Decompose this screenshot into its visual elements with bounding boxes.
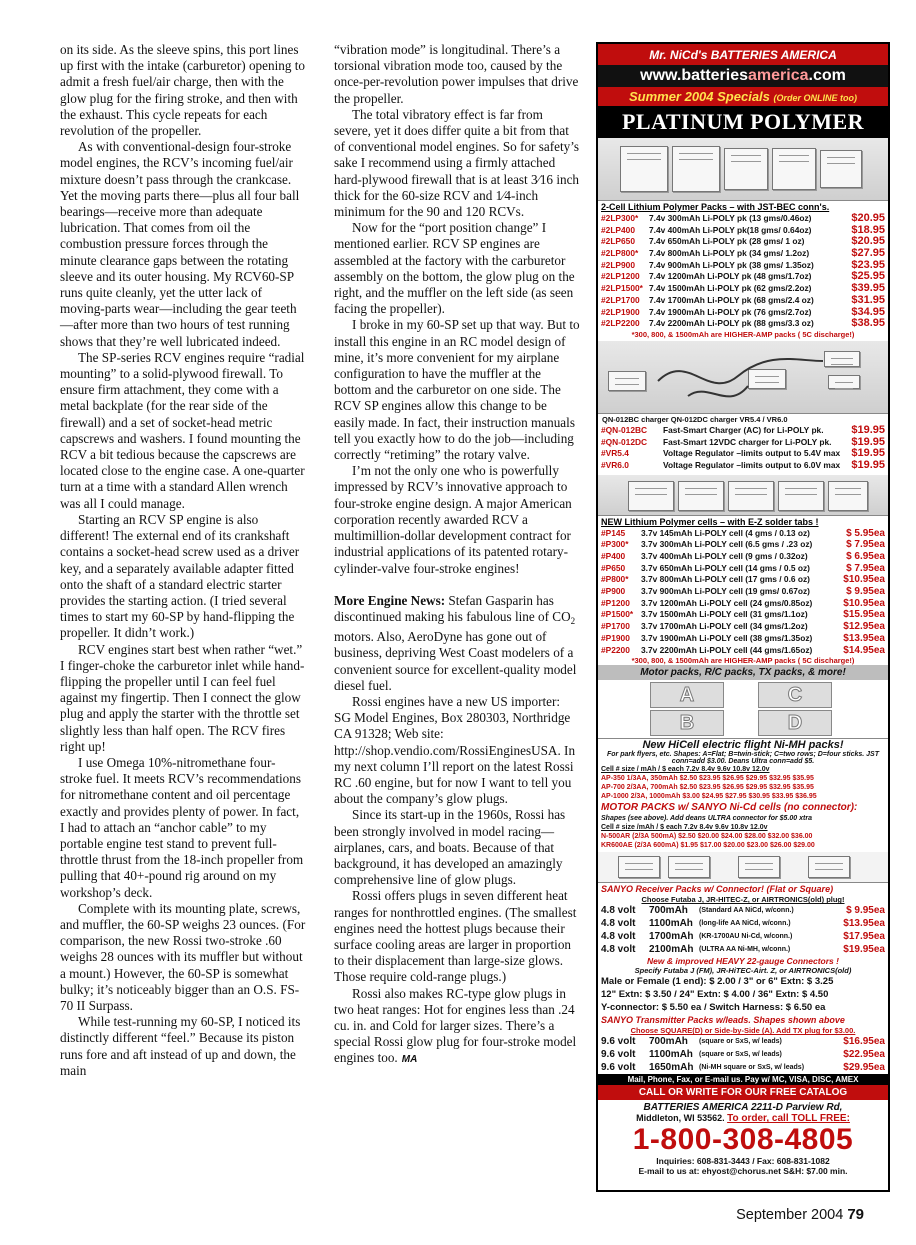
paragraph: As with conventional-design four-stroke model engines, the RCV’s incoming fuel/air mixture doesn’t pass through the crankcase. Yet the moving parts there—plus all four ball bearings—receive more than adequate lubrication. That comes from oil the combustion pressure forces through the minute clearance gaps between the rotating sleeve and its outer housing. My RCV60-SP runs quite cleanly, yet the utter lack of moving-parts wear—including the gear teeth—after more than two hours of test running shows that they’re well lubricated indeed. xyxy=(60,139,300,349)
paragraph: The SP-series RCV engines require “radial mounting” to a solid-plywood firewall. To ensure firm attachment, they come with a metal backplate (for the rear side of the firewall) and a set of socket-head metric capscrews and washers. I found mounting the RCV a bit tedious because the capscrews are located close to the engine case. A one-quarter turn at a time with a standard Allen wrench was all I could manage. xyxy=(60,349,305,511)
inquiries-line: Inquiries: 608-831-3443 / Fax: 608-831-1082 xyxy=(656,1156,830,1167)
section-heading: NEW Lithium Polymer cells – with E-Z solder tabs ! xyxy=(601,516,819,527)
price-row: #P1700 3.7v 1700mAh Li-POLY cell (34 gms/1.2oz) $12.95ea xyxy=(601,621,885,633)
price-row: #P1900 3.7v 1900mAh Li-POLY cell (38 gms/1.35oz) $13.95ea xyxy=(601,632,885,644)
address-line: Middleton, WI 53562. To order, call TOLL FREE: xyxy=(636,1113,850,1125)
receiver-subtitle: Choose Futaba J, JR-HITEC-Z, or AIRTRONICS(old) plug! xyxy=(641,895,845,905)
article-column-1 xyxy=(60,42,306,1079)
paragraph: The total vibratory effect is far from severe, yet it does differ quite a bit from that of conventional model engines. So for safety’s sake I recommend using a firmly attached hard-plywood firewall that is at least 3⁄16 inch thick for the 60-size RCV and 1⁄4-inch minimum for the 90 and 120 RCVs. xyxy=(334,106,580,220)
page-number: 79 xyxy=(847,1206,864,1223)
price-row: #P650 3.7v 650mAh Li-POLY cell (14 gms / 0.5 oz) $ 7.95ea xyxy=(601,562,885,574)
address-line: BATTERIES AMERICA 2211-D Parview Rd, xyxy=(643,1102,843,1114)
cell-price-list xyxy=(598,528,888,657)
price-row: #QN-012BC Fast-Smart Charger (AC) for Li-POLY pk. $19.95 xyxy=(601,424,885,436)
note: *300, 800, & 1500mAh are HIGHER-AMP packs ( 5C discharge!) xyxy=(631,656,855,666)
issue-date: September 2004 xyxy=(736,1207,844,1223)
price-row: #P400 3.7v 400mAh Li-POLY cell (9 gms / 0.32oz) $ 6.95ea xyxy=(601,551,885,562)
section-heading: 2-Cell Lithium Polymer Packs – with JST-BEC conn's. xyxy=(601,202,830,212)
price-row: #P145 3.7v 145mAh Li-POLY cell (4 gms / 0.13 oz) $ 5.95ea xyxy=(601,527,885,539)
cell-photo xyxy=(598,475,888,516)
receiver-heading: SANYO Receiver Packs w/ Connector! (Flat or Square) xyxy=(601,884,834,895)
paragraph: Complete with its mounting plate, screws, and muffler, the 60-SP weighs 23 ounces. (For comparison, the new Rossi two-stroke .60 weighs 28 ounces with its muffler but without a mount.) However, the 60-SP is somewhat bulky; it’s noticeably bigger than an O.S. FS-70 II Surpass. xyxy=(60,900,306,1013)
paragraph: on its side. As the sleeve spins, this port lines up first with the intake (carburetor) opening to admit a fresh fuel/air charge, then with the glow plug for the firing stroke, and then with the exhaust. This cycle repeats for each revolution of the propeller. xyxy=(60,42,305,139)
email-line[interactable]: E-mail to us at: ehyost@chorus.net S&H: $7.00 min. xyxy=(638,1166,848,1177)
phone-number[interactable]: 1-800-308-4805 xyxy=(632,1123,854,1157)
price-row: 4.8 volt 1700mAh (KR-1700AU Ni-Cd, w/conn.) $17.95ea xyxy=(601,931,885,943)
connector-subtitle: Specify Futaba J (FM), JR-HiTEC-Airt. Z, or AIRTRONICS(old) xyxy=(634,966,852,976)
fraction: 3⁄16 xyxy=(531,171,554,187)
receiver-price-list xyxy=(598,904,888,956)
page-footer xyxy=(736,1206,864,1223)
note: *300, 800, & 1500mAh are HIGHER-AMP packs ( 5C discharge!) xyxy=(631,329,855,339)
paragraph: Rossi also makes RC-type glow plugs in two heat ranges: Hot for engines less than .24 cu. in. and Cold for larger sizes. There’s a special Rossi glow plug for four-stroke model engines too. MA xyxy=(334,985,577,1066)
price-row: 9.6 volt 700mAh (square or SxS, w/ leads) $16.95ea xyxy=(601,1036,885,1048)
price-row: #P900 3.7v 900mAh Li-POLY cell (19 gms/ 0.67oz) $ 9.95ea xyxy=(601,586,885,598)
price-row: #P1200 3.7v 1200mAh Li-POLY cell (24 gms/0.85oz) $10.95ea xyxy=(601,597,885,609)
paragraph: Since its start-up in the 1960s, Rossi has been strongly involved in model racing—airplanes, cars, and boats. Because of that background, it has developed an amazingly comprehensive line of glow plugs. xyxy=(334,807,566,888)
paragraph: “vibration mode” is longitudinal. There’s a torsional vibration mode too, caused by the once-per-revolution power impulses that drive the propeller. xyxy=(334,42,579,106)
price-row: #VR5.4 Voltage Regulator –limits output to 5.4V max $19.95 xyxy=(601,448,885,460)
pack-shapes-photo xyxy=(598,680,888,739)
charger-caption: QN-012BC charger QN-012DC charger VR5.4 / VR6.0 xyxy=(602,414,788,424)
price-row: 9.6 volt 1650mAh (Ni-MH square or SxS, w/ leads) $29.95ea xyxy=(601,1062,885,1074)
paragraph: I’m not the only one who is powerfully impressed by RCV’s innovative approach to four-stroke engine design. A major American corporation recently awarded RCV a multimillion-dollar development contract for industrial applications of its patented rotary-cylinder-valve four-stroke engines! xyxy=(334,463,572,576)
connector-line: Male or Female (1 end): $ 2.00 / 3" or 6" Extn: $ 3.25 xyxy=(601,976,834,988)
price-row: #2LP650 7.4v 650mAh Li-POLY pk (28 gms/ 1 oz) $20.95 xyxy=(601,236,885,248)
connector-heading: New & improved HEAVY 22-gauge Connectors ! xyxy=(647,956,839,967)
ad-header xyxy=(598,44,888,106)
price-row: #P300* 3.7v 300mAh Li-POLY cell (6.5 gms / .23 oz) $ 7.95ea xyxy=(601,539,885,551)
price-row: #QN-012DC Fast-Smart 12VDC charger for Li-POLY pk. $19.95 xyxy=(601,436,885,448)
price-row: 4.8 volt 1100mAh (long-life AA NiCd, w/conn.) $13.95ea xyxy=(601,918,885,930)
paragraph: More Engine News: Stefan Gasparin has discontinued making his fabulous line of $CO_2$ motors. Also, AeroDyne has gone out of business, depriving West Coast modelers of a convenient source for excellent-quality model diesel fuel. xyxy=(334,592,577,693)
shape-label: D xyxy=(758,710,832,736)
price-row: 4.8 volt 2100mAh (ULTRA AA Ni-MH, w/conn.) $19.95ea xyxy=(601,944,885,956)
price-row: 4.8 volt 700mAh (Standard AA NiCd, w/conn.) $ 9.95ea xyxy=(601,905,885,917)
hicell-heading: New HiCell electric flight Ni-MH packs! xyxy=(642,739,844,752)
motor-packs-bar: Motor packs, R/C packs, TX packs, & more! xyxy=(598,665,888,680)
price-row: #P800* 3.7v 800mAh Li-POLY cell (17 gms / 0.6 oz) $10.95ea xyxy=(601,574,885,586)
price-row: 9.6 volt 1100mAh (square or SxS, w/ leads) $22.95ea xyxy=(601,1049,885,1061)
charger-photo xyxy=(598,341,888,414)
tx-heading: SANYO Transmitter Packs w/leads. Shapes shown above xyxy=(601,1015,845,1026)
price-row: #2LP400 7.4v 400mAh Li-POLY pk(18 gms/ 0.64oz) $18.95 xyxy=(601,224,885,236)
price-row: #P2200 3.7v 2200mAh Li-POLY cell (44 gms/1.65oz) $14.95ea xyxy=(601,644,885,656)
end-mark: MA xyxy=(401,1054,418,1066)
paragraph: While test-running my 60-SP, I noticed its distinctly different “feel.” Because its piston runs fore and aft instead of up and down, the main xyxy=(60,1014,301,1078)
shape-label: C xyxy=(758,682,832,708)
charger-price-list xyxy=(598,425,888,472)
tx-price-list xyxy=(598,1035,888,1074)
price-row: #P1500* 3.7v 1500mAh Li-POLY cell (31 gms/1.1oz) $15.95ea xyxy=(601,609,885,621)
price-row: #2LP300* 7.4v 300mAh Li-POLY pk (13 gms/0.46oz) $20.95 xyxy=(601,213,885,224)
paragraph: Rossi offers plugs in seven different heat ranges for nonthrottled engines. (The smallest engines need the hottest plugs because their surface cooling areas are larger in proportion to their displacement than large-size glows. Those require cold-range plugs.) xyxy=(334,888,577,985)
paragraph: I broke in my 60-SP set up that way. But to install this engine in an RC model design of mine, it’s more convenient for my airplane configuration to have the muffler at the bottom and the carburetor on one side. The RCV SP engines allow this change to be easily made. In fact, their instruction manuals tell you exactly how to do the job—including correctly “retiming” the rotary valve. xyxy=(334,317,580,463)
hicell-subtitle: For park flyers, etc. Shapes: A=Flat; B=twin-stick; C=two rows; D=four sticks. JST conn=add $3.00. Deans Ultra conn=add $5. xyxy=(606,751,880,766)
battery-pack-photo xyxy=(598,138,888,201)
price-row: #2LP2200 7.4v 2200mAh Li-POLY pk (88 gms/3.3 oz) $38.95 xyxy=(601,318,885,330)
price-row: #2LP1700 7.4v 1700mAh Li-POLY pk (68 gms/2.4 oz) $31.95 xyxy=(601,294,885,306)
shape-label: B xyxy=(650,710,724,736)
paragraph: I use Omega 10%-nitromethane four-stroke fuel. It meets RCV’s recommendations for nitromethane content and oil percentage exactly and provides plenty of power. In fact, I had to attach an “anchor cable” to my portable engine test stand to prevent full-throttle thrust from the 18-inch propeller from pulling that 40+-pound rig around on my workshop’s deck. xyxy=(60,754,304,900)
price-row: #2LP1500* 7.4v 1500mAh Li-POLY pk (62 gms/2.2oz) $39.95 xyxy=(601,283,885,295)
motor-packs-heading: MOTOR PACKS w/ SANYO Ni-Cd cells (no connector): xyxy=(601,802,858,814)
section-heading: More Engine News: xyxy=(334,592,446,608)
paragraph: Now for the “port position change” I mentioned earlier. RCV SP engines are assembled at the factory with the carburetor assembly on the bottom, the glow plug on the right, and the muffler on the left side (as seen facing the propeller). xyxy=(334,220,575,317)
hicell-table: Cell # size / mAh / $ each 7.2v 8.4v 9.6v 10.8v 12.0v AP-350 1/3AA, 350mAh $2.50 $23.95 $26.95 $29.95 $32.95 $35.95 AP-700 2/3AA, 700mAh $2.50 $23.95 $26.95 $29.95 $32.95 $35.95 AP-1000 2/3A, 1000mAh $3.00 $24.95 $27.95 $30.95 $33.95 $36.95 xyxy=(601,766,817,801)
pack-price-list xyxy=(598,213,888,330)
ad-specials: Summer 2004 Specials (Order ONLINE too) xyxy=(628,89,858,104)
paragraph: Starting an RCV SP engine is also different! The external end of its crankshaft contains a socket-head screw used as a driver key, and a separately available adapter fitted onto the shaft of a standard electric starter provides the starting action. (I tried several times to start my 60-SP by hand-flipping the propeller. It didn’t work.) xyxy=(60,511,300,641)
cable-drawing xyxy=(598,341,892,413)
price-row: #2LP900 7.4v 900mAh Li-POLY pk (38 gms/ 1.35oz) $23.95 xyxy=(601,259,885,271)
connector-line: Y-connector: $ 5.50 ea / Switch Harness: $ 6.50 ea xyxy=(601,1002,826,1014)
payment-line: Mail, Phone, Fax, or E-mail us. Pay w/ MC, VISA, DISC, AMEX xyxy=(598,1074,888,1085)
price-row: #2LP1900 7.4v 1900mAh Li-POLY pk (76 gms/2.7oz) $34.95 xyxy=(601,306,885,318)
shape-label: A xyxy=(650,682,724,708)
connector-line: 12" Extn: $ 3.50 / 24" Extn: $ 4.00 / 36" Extn: $ 4.50 xyxy=(601,989,829,1001)
tx-subtitle: Choose SQUARE(D) or Side-by-Side (A). Add TX plug for $3.00. xyxy=(630,1026,856,1036)
catalog-bar: CALL OR WRITE FOR OUR FREE CATALOG xyxy=(598,1085,888,1100)
price-row: #2LP800* 7.4v 800mAh Li-POLY pk (34 gms/ 1.2oz) $27.95 xyxy=(601,248,885,260)
price-row: #2LP1200 7.4v 1200mAh Li-POLY pk (48 gms/1.7oz) $25.95 xyxy=(601,271,885,283)
fraction: 1⁄4 xyxy=(495,187,512,203)
motor-packs-table: Shapes (see above). Add deans ULTRA connector for $5.00 xtra Cell # size /mAh / $ each 7.2v 8.4v 9.6v 10.8v 12.0v N-500AR (2/3A 500mA) $2.50 $20.00 $24.00 $28.00 $32.00 $36.00 KR600AE (2/3A 600mA) $1.95 $17.00 $20.00 $23.00 $26.00 $29.00 xyxy=(601,815,815,850)
paragraph: Rossi engines have a new US importer: SG Model Engines, Box 280303, Northridge CA 91328; Web site: http://shop.vendio.com/RossiEnginesUSA. In my next column I’ll report on the latest Rossi RC .60 engine, but for now I want to tell you about the company’s glow plugs. xyxy=(334,693,576,807)
advertisement xyxy=(596,42,890,1192)
ad-brand: Mr. NiCd's BATTERIES AMERICA xyxy=(649,48,837,62)
price-row: #VR6.0 Voltage Regulator –limits output to 6.0V max $19.95 xyxy=(601,459,885,471)
receiver-pack-photo xyxy=(598,852,888,883)
article-column-2 xyxy=(334,42,580,1069)
ad-banner: PLATINUM POLYMER xyxy=(598,106,888,138)
ad-url[interactable]: www.batteriesamerica.com xyxy=(598,65,888,87)
paragraph: RCV engines start best when rather “wet.” I finger-choke the carburetor inlet while hand-flipping the propeller until I can feel fuel against my fingertip. Then I connect the glow plug and apply the starter with the throttle set slightly less than half open. The RCV fires right up! xyxy=(60,641,305,754)
